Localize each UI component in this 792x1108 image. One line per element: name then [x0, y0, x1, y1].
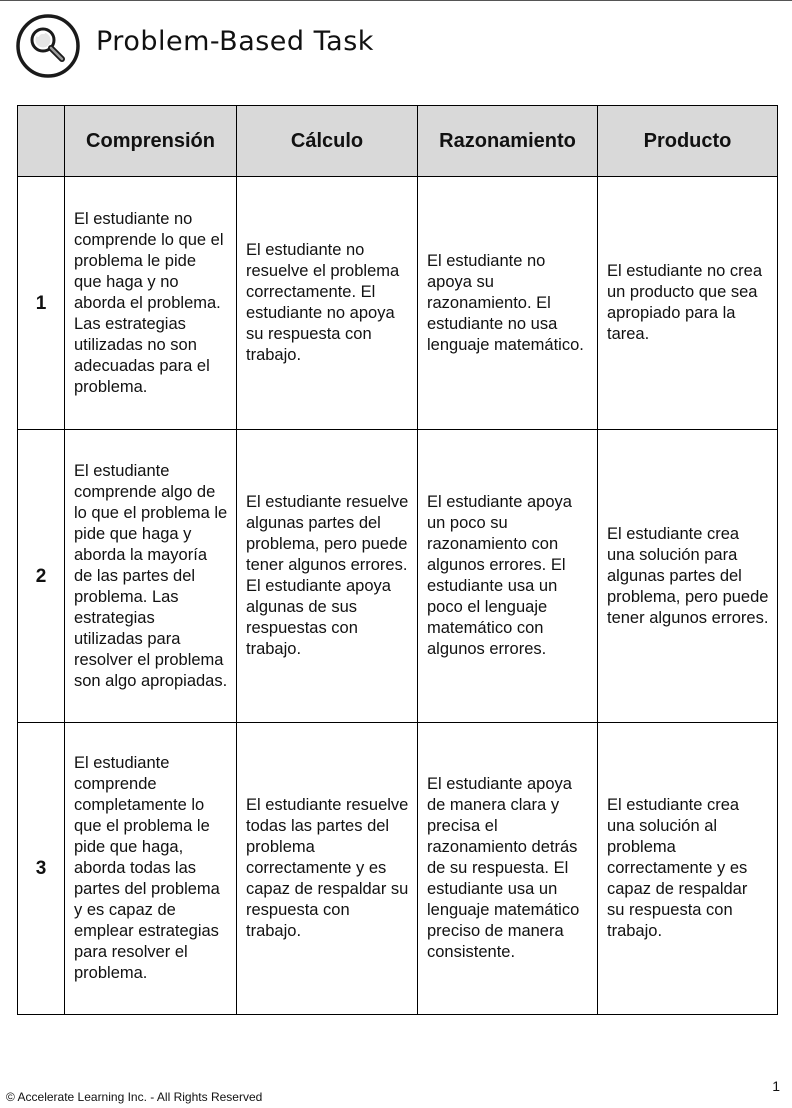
column-header-producto: Producto: [598, 106, 778, 177]
table-row: [18, 723, 778, 1015]
score-cell: 2: [18, 430, 65, 723]
table-cell: El estudiante crea una solución al problema correctamente y es capaz de respaldar su respuesta con trabajo.: [598, 723, 778, 1015]
page-number: 1: [772, 1078, 780, 1094]
copyright-notice: © Accelerate Learning Inc. - All Rights Reserved: [6, 1090, 263, 1104]
table-cell: El estudiante no apoya su razonamiento. El estudiante no usa lenguaje matemático.: [418, 177, 598, 430]
table-header-row: [18, 106, 778, 177]
table-row: [18, 177, 778, 430]
column-header-comprension: Comprensión: [65, 106, 237, 177]
table-cell: El estudiante resuelve algunas partes del problema, pero puede tener algunos errores. El estudiante apoya algunas de sus respuestas con trabajo.: [237, 430, 418, 723]
page-title: Problem-Based Task: [96, 26, 374, 57]
score-cell: 1: [18, 177, 65, 430]
table-cell: El estudiante no crea un producto que sea apropiado para la tarea.: [598, 177, 778, 430]
table-cell: El estudiante apoya un poco su razonamiento con algunos errores. El estudiante usa un poco el lenguaje matemático con algunos errores.: [418, 430, 598, 723]
column-header-razonamiento: Razonamiento: [418, 106, 598, 177]
column-header-calculo: Cálculo: [237, 106, 418, 177]
table-cell: El estudiante resuelve todas las partes del problema correctamente y es capaz de respaldar su respuesta con trabajo.: [237, 723, 418, 1015]
score-cell: 3: [18, 723, 65, 1015]
table-cell: El estudiante no resuelve el problema correctamente. El estudiante no apoya su respuesta con trabajo.: [237, 177, 418, 430]
column-header-score: [18, 106, 65, 177]
table-cell: El estudiante no comprende lo que el problema le pide que haga y no aborda el problema. Las estrategias utilizadas no son adecuadas para el problema.: [65, 177, 237, 430]
rubric-table: [17, 105, 778, 1015]
table-row: [18, 430, 778, 723]
table-cell: El estudiante apoya de manera clara y precisa el razonamiento detrás de su respuesta. El estudiante usa un lenguaje matemático preciso de manera consistente.: [418, 723, 598, 1015]
top-rule: [0, 0, 792, 1]
magnifying-glass-icon: [16, 14, 80, 78]
table-cell: El estudiante crea una solución para algunas partes del problema, pero puede tener algunos errores.: [598, 430, 778, 723]
table-cell: El estudiante comprende completamente lo que el problema le pide que haga, aborda todas las partes del problema y es capaz de emplear estrategias para resolver el problema.: [65, 723, 237, 1015]
table-cell: El estudiante comprende algo de lo que el problema le pide que haga y aborda la mayoría de las partes del problema. Las estrategias utilizadas para resolver el problema son algo apropiadas.: [65, 430, 237, 723]
